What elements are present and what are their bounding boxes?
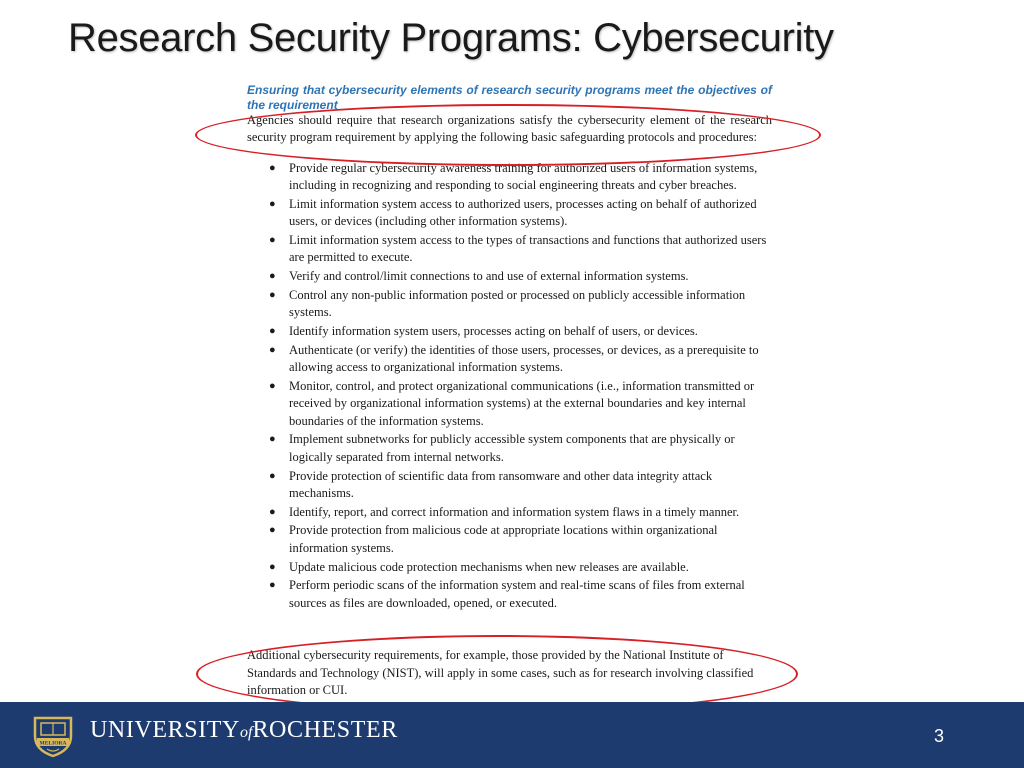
safeguard-list: [247, 160, 767, 613]
list-item: ● Provide protection of scientific data from ransomware and other data integrity attack mechanisms.: [269, 468, 713, 500]
list-item: ● Monitor, control, and protect organizational communications (i.e., information transmitted or received by organizational information systems) at the external boundaries and key internal boundaries of the information systems.: [269, 379, 755, 428]
bullet-icon: ●: [269, 469, 276, 482]
wordmark-university: UNIVERSITY: [90, 717, 240, 743]
bullet-icon: ●: [269, 162, 276, 174]
document-closing: Additional cybersecurity requirements, for example, those provided by the National Institute of Standards and Technology (NIST), will apply in some cases, such as for research involving classified information or CUI.: [247, 648, 754, 697]
list-item: ● Authenticate (or verify) the identities of those users, processes, or devices, as a prerequisite to allowing access to organizational information systems.: [269, 342, 759, 375]
bullet-icon: ●: [269, 524, 276, 537]
list-item: ● Limit information system access to the types of transactions and functions that authorized users are permitted to execute.: [269, 233, 767, 265]
bullet-icon: ●: [269, 505, 276, 518]
list-item: ● Perform periodic scans of the information system and real-time scans of files from external sources as files are downloaded, opened, or executed.: [269, 578, 745, 610]
footer-band: [0, 702, 1024, 768]
wordmark-rochester: ROCHESTER: [252, 717, 398, 743]
wordmark-of: of: [240, 724, 253, 741]
bullet-icon: ●: [269, 198, 276, 211]
list-item: ● Identify, report, and correct information and information system flaws in a timely manner.: [247, 504, 767, 521]
list-item: ● Identify information system users, processes acting on behalf of users, or devices.: [247, 323, 767, 340]
bullet-icon: ●: [269, 560, 276, 573]
list-item: ● Implement subnetworks for publicly accessible system components that are physically or logically separated from internal networks.: [269, 432, 735, 464]
university-seal-icon: [30, 712, 76, 758]
bullet-icon: ●: [269, 270, 276, 283]
document-excerpt: [242, 80, 782, 702]
page-number: 3: [934, 726, 945, 746]
slide-title: Research Security Programs: Cybersecurity: [68, 16, 834, 60]
list-item: ● Provide regular cybersecurity awareness training for authorized users of information systems, including in recognizing and responding to social engineering threats and cyber breaches.: [269, 161, 758, 193]
bullet-icon: ●: [269, 343, 276, 356]
list-item: ● Provide protection from malicious code at appropriate locations within organizational information systems.: [269, 523, 718, 555]
document-intro: Agencies should require that research organizations satisfy the cybersecurity element of the research security program requirement by applying the following basic safeguarding protocols and procedures:: [247, 113, 772, 144]
list-item: ● Limit information system access to authorized users, processes acting on behalf of authorized users, or devices (including other information systems).: [269, 197, 757, 229]
list-item: ● Control any non-public information posted or processed on publicly accessible information systems.: [269, 288, 746, 320]
bullet-icon: ●: [269, 380, 276, 393]
bullet-icon: ●: [269, 433, 276, 446]
document-heading: Ensuring that cybersecurity elements of research security programs meet the objectives of the requirement: [247, 83, 772, 112]
svg-text:MELIORA: MELIORA: [39, 740, 67, 747]
bullet-icon: ●: [269, 289, 276, 302]
list-item: ● Verify and control/limit connections to and use of external information systems.: [247, 268, 767, 285]
bullet-icon: ●: [269, 325, 276, 338]
bullet-icon: ●: [269, 234, 276, 247]
list-item: ● Update malicious code protection mechanisms when new releases are available.: [247, 559, 767, 576]
bullet-icon: ●: [269, 579, 276, 592]
university-wordmark: [90, 717, 398, 744]
